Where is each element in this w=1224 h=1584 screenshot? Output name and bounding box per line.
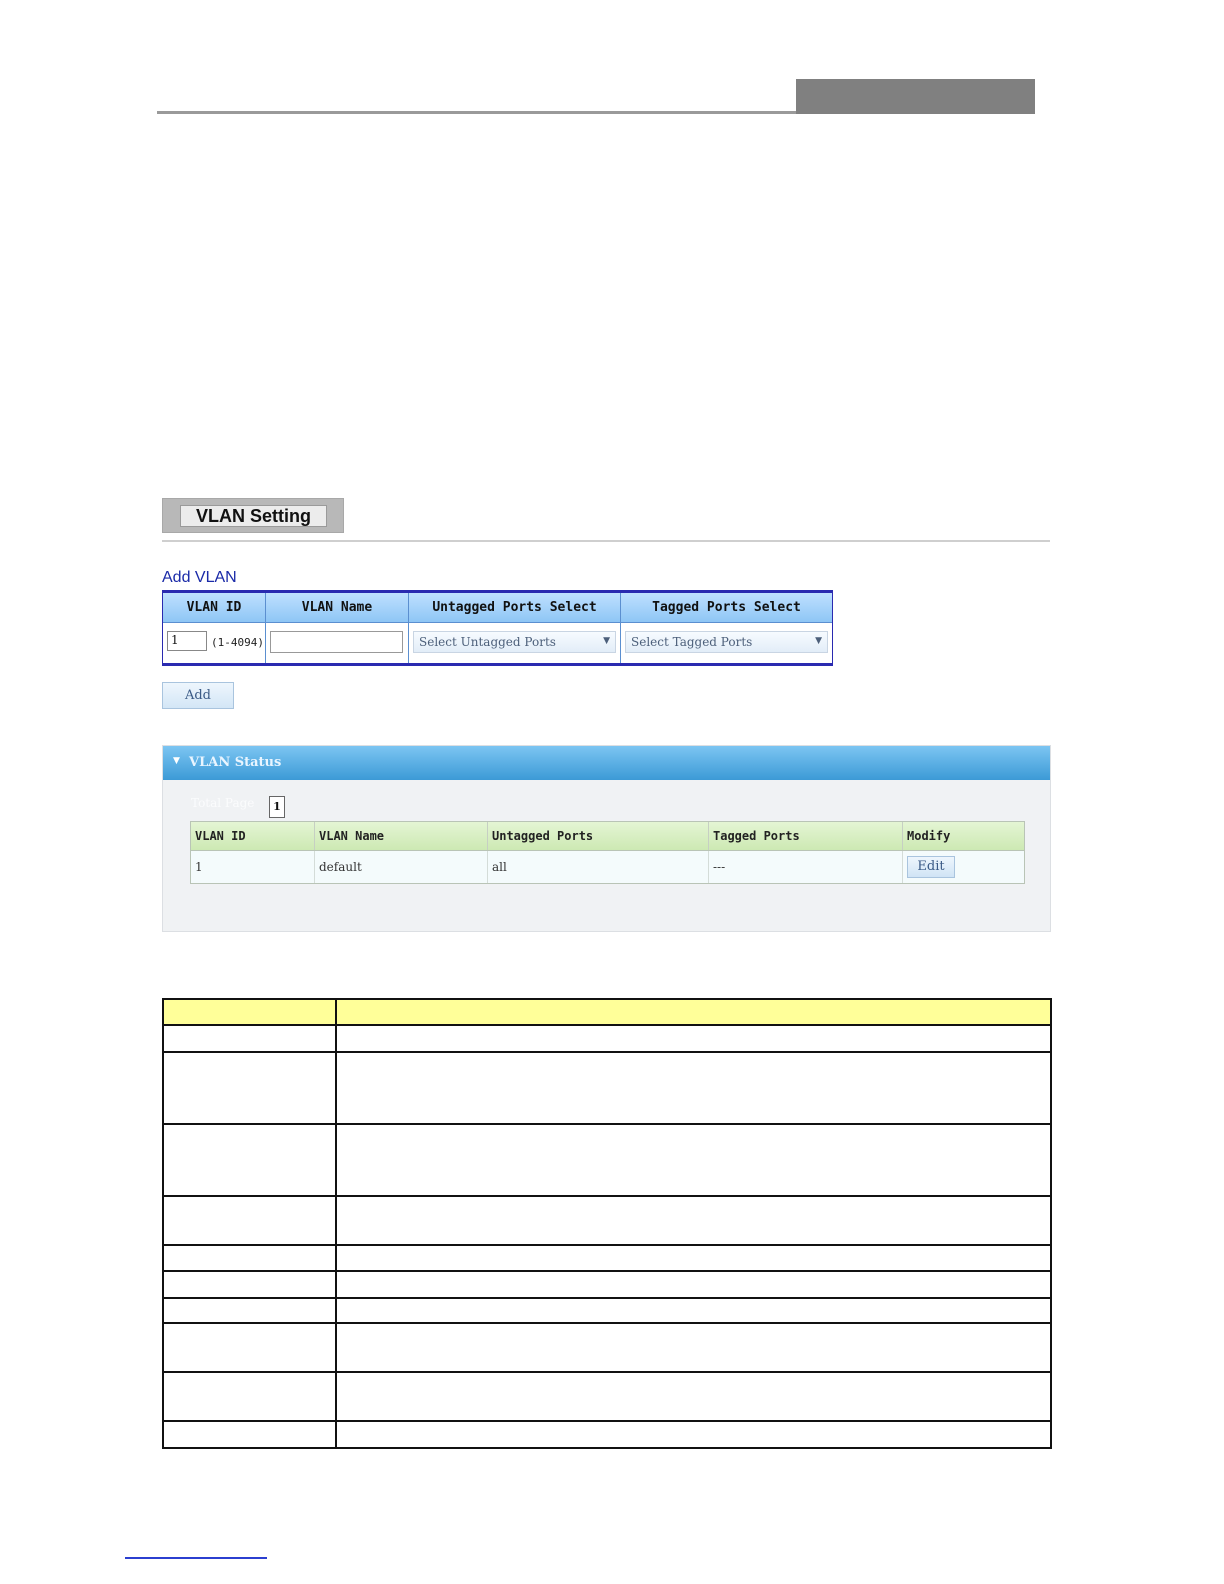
page-hint: Total Page: [191, 796, 255, 810]
table-row-divider: [164, 1051, 1050, 1053]
tagged-ports-select-value: Select Tagged Ports: [631, 635, 753, 649]
document-header-rule: [157, 111, 797, 114]
description-column-divider: [335, 1000, 337, 1447]
vlan-status-table-header: [191, 822, 1024, 851]
chevron-down-icon: ▼: [603, 636, 610, 646]
page-title-box: [162, 498, 344, 533]
edit-button[interactable]: Edit: [907, 856, 955, 878]
table-row-divider: [164, 1322, 1050, 1324]
page-title: VLAN Setting: [180, 505, 327, 527]
page-number-link[interactable]: 1: [269, 796, 285, 818]
column-header-untagged-ports-select: Untagged Ports Select: [409, 593, 621, 622]
table-row-divider: [164, 1244, 1050, 1246]
column-header-untagged-ports: Untagged Ports: [488, 822, 709, 850]
vlan-name-cell: [266, 623, 409, 663]
column-header-vlan-name: VLAN Name: [266, 593, 409, 622]
untagged-ports-select-value: Select Untagged Ports: [419, 635, 556, 649]
vlan-id-cell: [163, 623, 266, 663]
column-header-vlan-id: VLAN ID: [163, 593, 266, 622]
title-divider: [162, 540, 1050, 542]
untagged-ports-cell: [409, 623, 621, 663]
chevron-down-icon: ▼: [815, 636, 822, 646]
collapse-caret-icon[interactable]: ▼: [173, 756, 180, 766]
vlan-id-input[interactable]: 1: [167, 631, 207, 651]
description-table-header: [164, 1000, 1050, 1026]
vlan-status-panel: [162, 745, 1051, 932]
column-header-tagged-ports: Tagged Ports: [709, 822, 903, 850]
cell-untagged-ports: all: [488, 851, 709, 883]
table-row-divider: [164, 1297, 1050, 1299]
table-row-divider: [164, 1123, 1050, 1125]
column-header-vlan-name: VLAN Name: [315, 822, 488, 850]
vlan-id-range-label: (1-4094): [211, 636, 264, 649]
description-table: [162, 998, 1052, 1449]
untagged-ports-select[interactable]: [413, 631, 616, 653]
vlan-status-table: [190, 821, 1025, 884]
document-header-tab: [796, 79, 1035, 114]
table-row-divider: [164, 1270, 1050, 1272]
table-row-divider: [164, 1371, 1050, 1373]
add-vlan-heading: Add VLAN: [162, 569, 237, 586]
add-vlan-table: [162, 590, 833, 666]
footer-link-underline: [125, 1557, 267, 1559]
vlan-name-input[interactable]: [270, 631, 403, 653]
table-row-divider: [164, 1420, 1050, 1422]
cell-modify: [903, 851, 1024, 883]
cell-vlan-id: 1: [191, 851, 315, 883]
tagged-ports-cell: [621, 623, 832, 663]
vlan-status-header[interactable]: [163, 746, 1050, 780]
add-button[interactable]: Add: [162, 682, 234, 709]
cell-vlan-name: default: [315, 851, 488, 883]
column-header-vlan-id: VLAN ID: [191, 822, 315, 850]
column-header-modify: Modify: [907, 829, 951, 843]
table-row-divider: [164, 1195, 1050, 1197]
column-header-tagged-ports-select: Tagged Ports Select: [652, 600, 801, 615]
cell-tagged-ports: ---: [709, 851, 903, 883]
add-vlan-table-header: [163, 593, 832, 623]
vlan-status-title: VLAN Status: [189, 755, 282, 770]
add-vlan-table-row: [163, 623, 832, 663]
table-row: [191, 851, 1024, 883]
tagged-ports-select[interactable]: [625, 631, 828, 653]
